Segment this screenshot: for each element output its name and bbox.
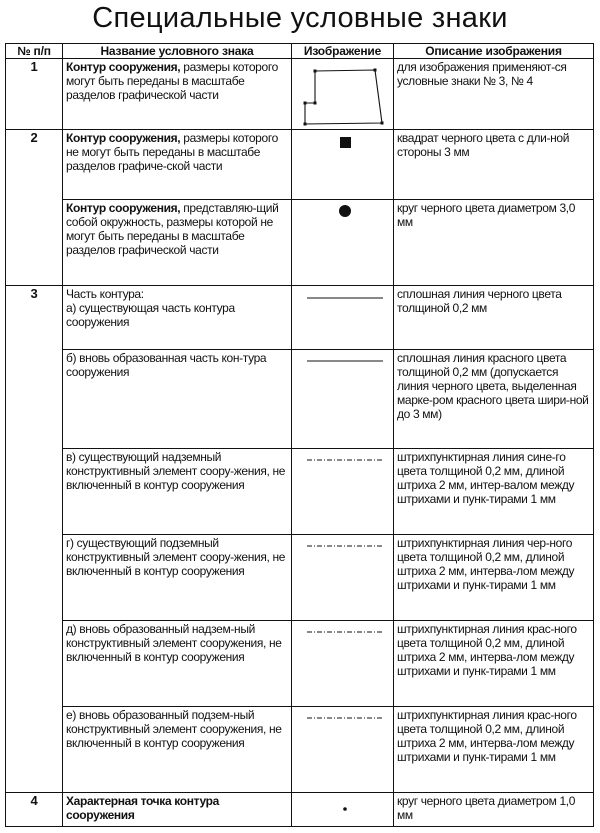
sign-name-rest: размеры которого не могут быть переданы в масштабе разделов графиче-ской части [66, 131, 278, 173]
row-number [6, 621, 63, 707]
sign-name-bold: Контур сооружения, [66, 201, 181, 215]
dash-dot-line-icon [295, 450, 395, 470]
sign-name-bold: Контур сооружения, [66, 60, 181, 74]
row-number [6, 200, 63, 286]
sign-name [63, 59, 292, 130]
table-row [6, 535, 594, 621]
table-row [6, 350, 594, 449]
row-number: 2 [6, 130, 63, 200]
sign-name-bold: Характерная точка контура сооружения [66, 794, 219, 822]
sign-name-bold: Контур сооружения, [66, 131, 181, 145]
table-row [6, 130, 594, 200]
table-row [6, 59, 594, 130]
sign-description: квадрат черного цвета с дли-ной стороны 3 мм [394, 130, 594, 200]
row-number [6, 449, 63, 535]
table-row [6, 286, 594, 350]
sign-description: сплошная линия красного цвета толщиной 0,2 мм (допускается линия черного цвета, выделенная марке-ром красного цвета шири-ной до 3 мм) [394, 350, 594, 449]
sign-image [292, 130, 394, 200]
sign-description: для изображения применяют-ся условные знаки № 3, № 4 [394, 59, 594, 130]
small-dot-icon [295, 794, 395, 818]
sign-image [292, 621, 394, 707]
sign-name [63, 793, 292, 827]
sign-image [292, 535, 394, 621]
row-number [6, 350, 63, 449]
sign-image [292, 59, 394, 130]
sign-description: круг черного цвета диаметром 1,0 мм [394, 793, 594, 827]
header-description: Описание изображения [394, 44, 594, 59]
sign-name-rest: представляю-щий собой окружность, размеры которой не могут быть переданы в масштабе разделов графической части [66, 201, 279, 257]
table-header-row [6, 44, 594, 59]
sign-description: штрихпунктирная линия крас-ного цвета толщиной 0,2 мм, длиной штриха 2 мм, интерва-лом между штрихами и пунк-тирами 1 мм [394, 621, 594, 707]
solid-line-icon [295, 351, 395, 371]
table-row [6, 707, 594, 793]
sign-name [63, 130, 292, 200]
row-number: 4 [6, 793, 63, 827]
sign-image [292, 449, 394, 535]
header-image: Изображение [292, 44, 394, 59]
sign-description: сплошная линия черного цвета толщиной 0,2 мм [394, 286, 594, 350]
sign-name: в) существующий надземный конструктивный элемент соору-жения, не включенный в контур сооружения [63, 449, 292, 535]
sign-image [292, 707, 394, 793]
dash-dot-line-icon [295, 708, 395, 728]
dash-dot-line-icon [295, 622, 395, 642]
sign-name [63, 200, 292, 286]
outline-polygon-icon [295, 60, 395, 128]
table-row [6, 793, 594, 827]
sign-description: штрихпунктирная линия крас-ного цвета толщиной 0,2 мм, длиной штриха 2 мм, интерва-лом между штрихами и пунк-тирами 1 мм [394, 707, 594, 793]
symbols-table [5, 43, 594, 827]
sign-name-rest: размеры которого могут быть переданы в масштабе разделов графической части [66, 60, 278, 102]
page-title: Специальные условные знаки [92, 2, 508, 34]
row-number [6, 535, 63, 621]
row-number: 3 [6, 286, 63, 350]
sign-name: д) вновь образованный надзем-ный конструктивный элемент сооружения, не включенный в контур сооружения [63, 621, 292, 707]
sign-image [292, 200, 394, 286]
sign-image [292, 350, 394, 449]
sign-image [292, 793, 394, 827]
row-number [6, 707, 63, 793]
sign-name: Часть контура: а) существующая часть контура сооружения [63, 286, 292, 350]
table-row [6, 621, 594, 707]
sign-description: штрихпунктирная линия сине-го цвета толщиной 0,2 мм, длиной штриха 2 мм, интер-валом между штрихами и пунк-тирами 1 мм [394, 449, 594, 535]
sign-description: штрихпунктирная линия чер-ного цвета толщиной 0,2 мм, длиной штриха 2 мм, интерва-лом между штрихами и пунк-тирами 1 мм [394, 535, 594, 621]
black-circle-icon [295, 201, 395, 221]
black-square-icon [295, 131, 395, 151]
row-number: 1 [6, 59, 63, 130]
solid-line-icon [295, 287, 395, 307]
sign-name: б) вновь образованная часть кон-тура сооружения [63, 350, 292, 449]
header-num: № п/п [6, 44, 63, 59]
dash-dot-line-icon [295, 536, 395, 556]
table-row [6, 200, 594, 286]
table-row [6, 449, 594, 535]
sign-name: е) вновь образованный подзем-ный конструктивный элемент сооружения, не включенный в контур сооружения [63, 707, 292, 793]
sign-description: круг черного цвета диаметром 3,0 мм [394, 200, 594, 286]
sign-name: г) существующий подземный конструктивный элемент соору-жения, не включенный в контур сооружения [63, 535, 292, 621]
sign-image [292, 286, 394, 350]
header-name: Название условного знака [63, 44, 292, 59]
